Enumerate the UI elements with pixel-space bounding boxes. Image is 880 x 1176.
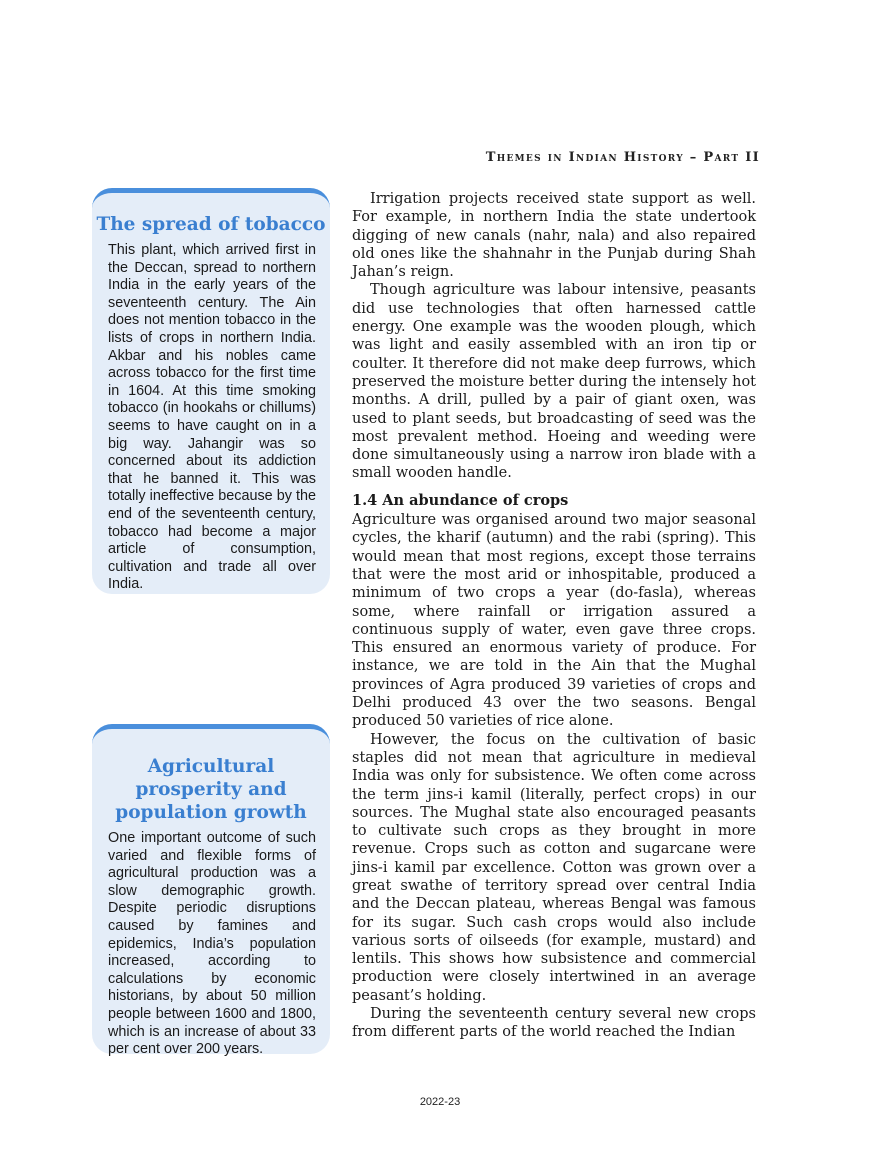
box-title-tobacco: The spread of tobacco bbox=[96, 214, 326, 235]
paragraph-new-crops: During the seventeenth century several new crops from different parts of the world reached the Indian bbox=[352, 1006, 756, 1041]
paragraph-jins-i-kamil: However, the focus on the cultivation of basic staples did not mean that agriculture in medieval India was only for subsistence. We often come across the term jins-i kamil (literally, perfect crops) in our sources. The Mughal state also encouraged peasants to cultivate such crops as they brought in more revenue. Crops such as cotton and sugarcane were jins-i kamil par excellence. Cotton was grown over a great swathe of territory spread over central India and the Deccan plateau, whereas Bengal was famous for its sugar. Such cash crops would also include various sorts of oilseeds (for example, mustard) and lentils. This shows how subsistence and commercial production were closely intertwined in an average peasant’s holding. bbox=[352, 731, 756, 1004]
page-footer-year: 2022-23 bbox=[419, 1096, 461, 1108]
sidebar-box-prosperity bbox=[92, 724, 330, 1058]
running-title: Themes in Indian History – Part II bbox=[485, 150, 760, 165]
main-text-column bbox=[352, 190, 756, 1042]
section-heading: 1.4 An abundance of crops bbox=[352, 491, 569, 509]
box-title-prosperity: Agricultural prosperity and population growth bbox=[115, 756, 307, 823]
paragraph-seasonal-cycles: Agriculture was organised around two major seasonal cycles, the kharif (autumn) and the rabi (spring). This would mean that most regions, except those terrains that were the most arid or inhospitable, produced a minimum of two crops a year (do-fasla), whereas some, where rainfall or irrigation assured a continuous supply of water, even gave three crops. This ensured an enormous variety of produce. For instance, we are told in the Ain that the Mughal provinces of Agra produced 39 varieties of crops and Delhi produced 43 over the two seasons. Bengal produced 50 varieties of rice alone. bbox=[352, 512, 756, 730]
paragraph-technology: Though agriculture was labour intensive, peasants did use technologies that often harnessed cattle energy. One example was the wooden plough, which was light and easily assembled with an iron tip or coulter. It therefore did not make deep furrows, which preserved the moisture better during the intensely hot months. A drill, pulled by a pair of giant oxen, was used to plant seeds, but broadcasting of seed was the most prevalent method. Hoeing and weeding were done simultaneously using a narrow iron blade with a small wooden handle. bbox=[352, 282, 756, 482]
sidebar-box-tobacco bbox=[92, 188, 330, 594]
box-body-tobacco: This plant, which arrived first in the Deccan, spread to northern India in the early years of the seventeenth century. The Ain does not mention tobacco in the lists of crops in northern India. Akbar and his nobles came across tobacco for the first time in 1604. At this time smoking tobacco (in hookahs or chillums) seems to have caught on in a big way. Jahangir was so concerned about its addiction that he banned it. This was totally ineffective because by the end of the seventeenth century, tobacco had become a major article of consumption, cultivation and trade all over India. bbox=[108, 242, 316, 593]
box-body-prosperity: One important outcome of such varied and flexible forms of agricultural production was a slow demographic growth. Despite periodic disruptions caused by famines and epidemics, India’s population increased, according to calculations by economic historians, by about 50 million people between 1600 and 1800, which is an increase of about 33 per cent over 200 years. bbox=[108, 830, 316, 1058]
paragraph-irrigation: Irrigation projects received state support as well. For example, in northern India the state undertook digging of new canals (nahr, nala) and also repaired old ones like the shahnahr in the Punjab during Shah Jahan’s reign. bbox=[352, 191, 756, 281]
running-header bbox=[470, 150, 760, 170]
